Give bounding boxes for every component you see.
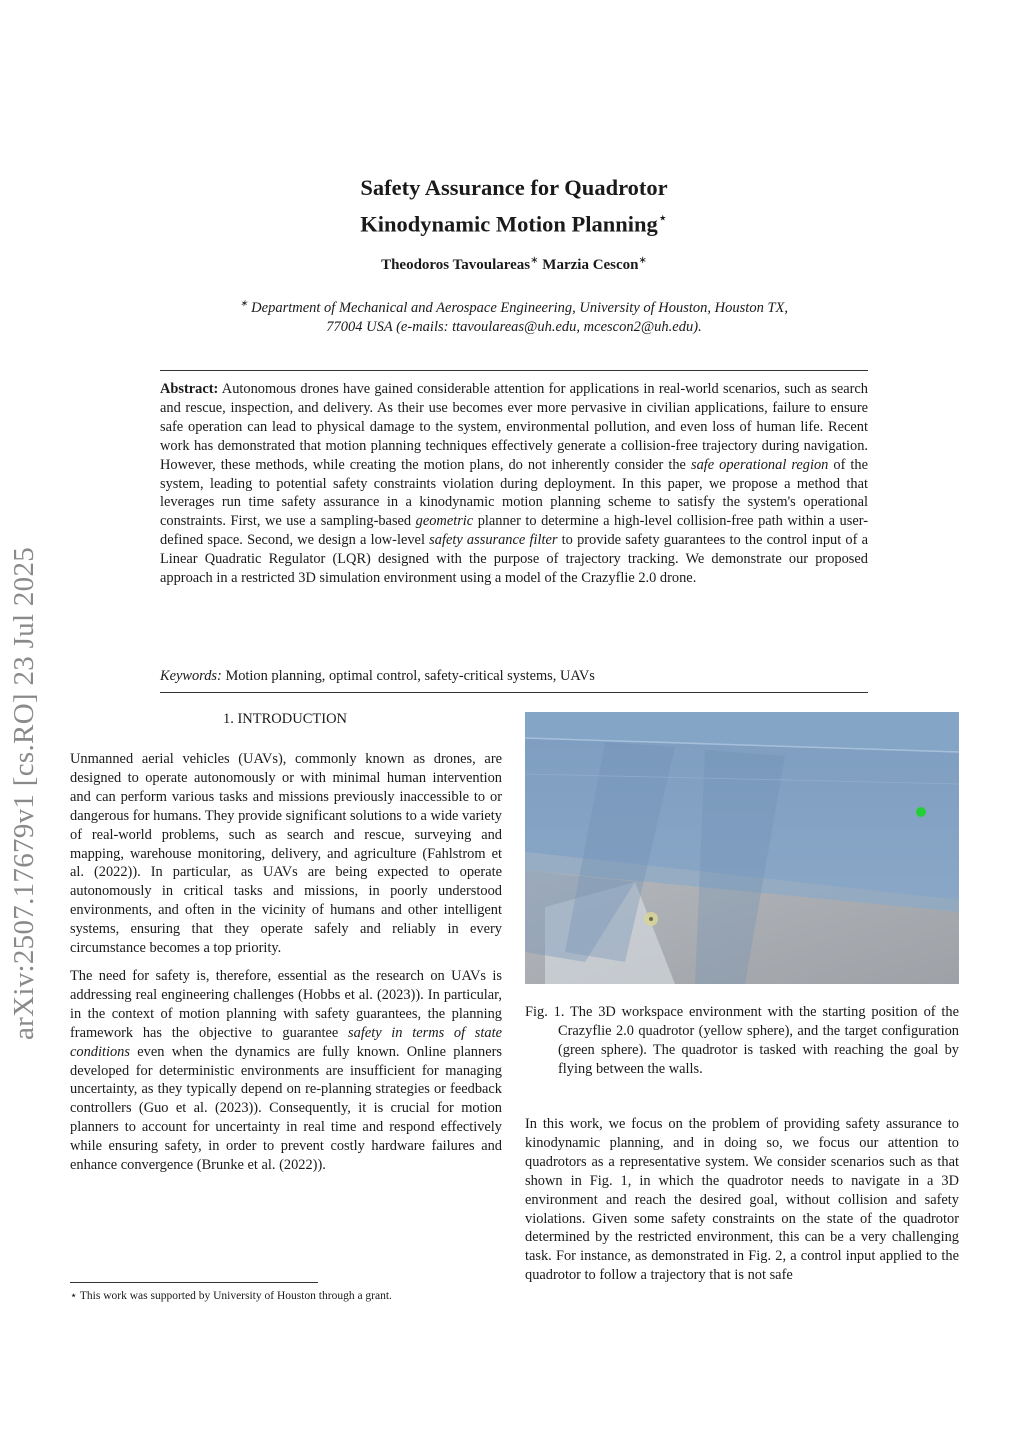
- right-column: [525, 1115, 959, 1294]
- title-line-2: [160, 203, 868, 240]
- keywords-label: Keywords:: [160, 668, 222, 684]
- author-list: [160, 255, 868, 274]
- right-paragraph-1: In this work, we focus on the problem of providing safety assurance to kinodynamic planning, and in doing so, we focus our attention to quadrotors as a representative system. We consider scenarios such as that shown in Fig. 1, in which the quadrotor needs to navigate in a 3D environment and reach the desired goal, without collision and safety violations. Given some safety constraints on the state of the quadrotor determined by the restricted environment, this can be a very challenging task. For instance, as demonstrated in Fig. 2, a control input applied to the quadrotor to follow a trajectory that is not safe: [525, 1116, 959, 1284]
- caption-text: The 3D workspace environment with the starting position of the Crazyflie 2.0 quadrotor (yellow sphere), and the target configuration (green sphere). The quadrotor is tasked with reaching the goal by flying between the walls.: [558, 1004, 959, 1077]
- keywords-text: Motion planning, optimal control, safety-critical systems, UAVs: [225, 668, 595, 684]
- abstract: [160, 380, 868, 588]
- abstract-emphasis: safe operational region: [690, 456, 829, 473]
- intro-paragraph-2: [70, 967, 502, 1175]
- title-line-2-text: Kinodynamic Motion Planning: [360, 211, 658, 237]
- paper-title: [160, 172, 868, 240]
- figure-1-image: [525, 712, 959, 984]
- paragraph-text: even when the dynamics are fully known. Online planners developed for deterministic environments are insufficient for managing uncertainty, as they typically depend on re-planning strategies or feedback controllers (Guo et al. (2023)). Consequently, it is crucial for motion planners to account for uncertainty in real time and respond effectively while ensuring safety, in order to prevent costly hardware failures and enhance convergence (Brunke et al. (2022)).: [70, 1043, 502, 1174]
- abstract-text: of the system, leading to potential safety constraints violation during deployment. In this paper, we propose a method that leverages run time safety assurance in a kinodynamic motion planning scheme to satisfy the system's operational constraints. First, we use a sampling-based: [160, 456, 868, 530]
- author-name: Marzia Cescon: [542, 257, 639, 273]
- paragraph-text: The need for safety is, therefore, essential as the research on UAVs is addressing real engineering challenges (Hobbs et al. (2023)). In particular, in the context of motion planning with safety guarantees, the planning framework has the objective to guarantee: [70, 967, 502, 1041]
- quadrotor-marker: [649, 917, 653, 921]
- title-line-1: Safety Assurance for Quadrotor: [360, 175, 668, 200]
- workspace-render: [525, 712, 959, 984]
- abstract-text: Autonomous drones have gained considerable attention for applications in real-world scenarios, such as search and rescue, inspection, and delivery. As their use becomes ever more pervasive in civilian applications, failure to ensure safe operation can lead to physical damage to the system, environmental pollution, and even loss of human life. Recent work has demonstrated that motion planning techniques effectively generate a collision-free trajectory during navigation. However, these methods, while creating the motion plans, do not inherently consider the: [160, 381, 868, 473]
- footnote-rule: [70, 1282, 318, 1283]
- author-affil-mark: ∗: [638, 255, 647, 266]
- affiliation-text: Department of Mechanical and Aerospace Engineering, University of Houston, Houston TX, 77004 USA (e-mails: ttavoulareas@uh.edu, mcescon2@uh.edu).: [251, 299, 788, 335]
- bottom-rule: [160, 692, 868, 693]
- footnote: [70, 1288, 502, 1304]
- author-name: Theodoros Tavoulareas: [381, 257, 531, 273]
- intro-paragraph-1: Unmanned aerial vehicles (UAVs), commonly known as drones, are designed to operate autonomously or with minimal human intervention and can perform various tasks and missions previously inaccessible to or dangerous for humans. They provide significant solutions to a wide variety of real-world problems, such as search and rescue, surveying and mapping, warehouse monitoring, delivery, and agriculture (Fahlstrom et al. (2022)). In particular, as UAVs are being expected to operate autonomously in critical tasks and missions, in poorly understood environments, and often in the vicinity of humans and other intelligent systems, ensuring that they operate safely and reliably in every circumstance becomes a top priority.: [70, 751, 502, 957]
- abstract-text: planner to determine a high-level collision-free path within a user-defined space. Second, we design a low-level: [160, 513, 868, 549]
- author-affil-mark: ∗: [530, 255, 539, 266]
- abstract-emphasis: geometric: [415, 513, 474, 530]
- arxiv-identifier: arXiv:2507.17679v1 [cs.RO] 23 Jul 2025: [8, 546, 40, 1040]
- caption-label: Fig. 1.: [525, 1004, 565, 1020]
- abstract-text: to provide safety guarantees to the control input of a Linear Quadratic Regulator (LQR) designed with the purpose of trajectory tracking. We demonstrate our proposed approach in a restricted 3D simulation environment using a model of the Crazyflie 2.0 drone.: [160, 532, 868, 587]
- goal-sphere: [916, 807, 926, 817]
- figure-1-caption: [525, 1003, 959, 1079]
- footnote-text: This work was supported by University of Houston through a grant.: [79, 1290, 392, 1302]
- footnote-mark: ⋆: [70, 1290, 78, 1302]
- section-heading-introduction: 1. INTRODUCTION: [222, 711, 348, 727]
- affiliation-mark: ∗: [240, 298, 248, 308]
- abstract-label: Abstract:: [160, 381, 219, 397]
- affiliation: [230, 294, 798, 337]
- title-footnote-mark: ⋆: [657, 210, 668, 227]
- caption-body: [525, 1003, 959, 1079]
- keywords: [160, 667, 868, 686]
- left-column: [70, 750, 502, 1184]
- abstract-emphasis: safety assurance filter: [429, 532, 558, 549]
- paragraph-emphasis: safety in terms of state conditions: [70, 1024, 502, 1060]
- top-rule: [160, 370, 868, 371]
